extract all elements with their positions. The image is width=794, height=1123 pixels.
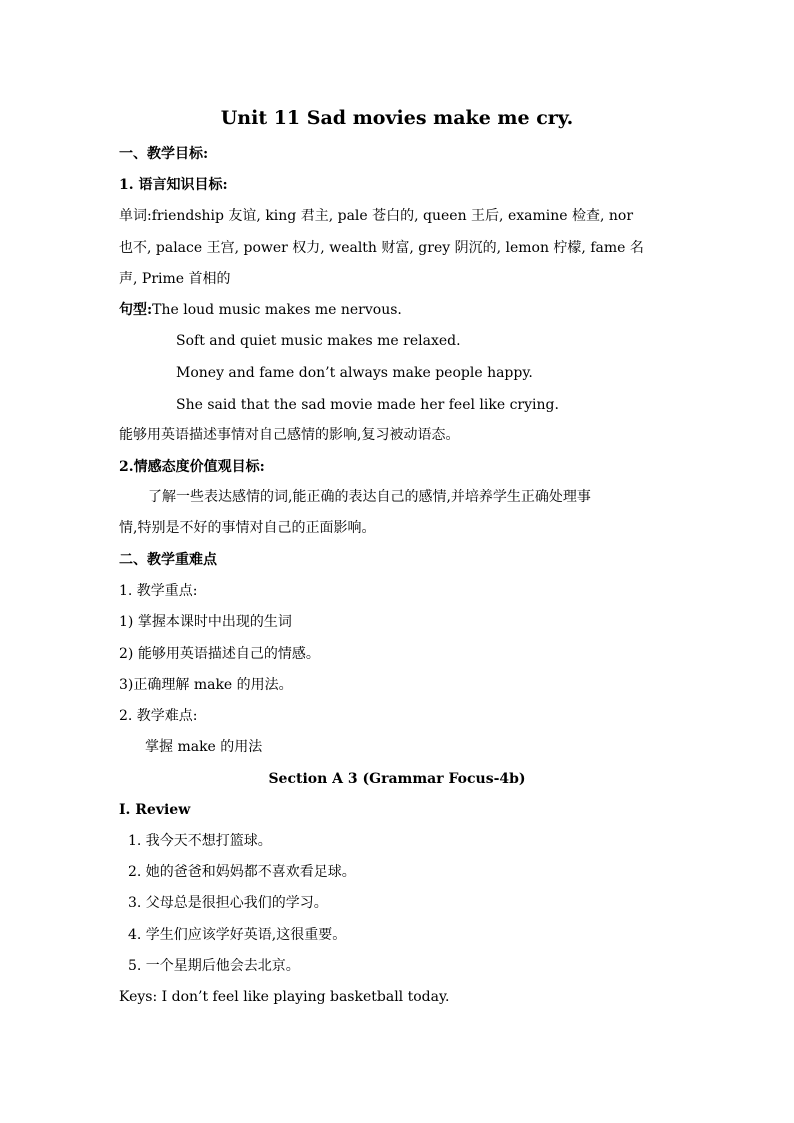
- objectives-heading: 一、教学目标:: [119, 146, 209, 162]
- emotion-line-2: 情,特别是不好的事情对自己的正面影响。: [119, 520, 376, 536]
- pattern-row-1: [119, 301, 675, 319]
- patterns-label: 句型:: [119, 302, 153, 318]
- key-point-3: 3)正确理解 make 的用法。: [119, 677, 293, 693]
- pattern-sentence-1: The loud music makes me nervous.: [152, 302, 402, 318]
- review-keys: Keys: I don’t feel like playing basketball today.: [119, 989, 450, 1005]
- pattern-sentence-4: She said that the sad movie made her feel like crying.: [176, 397, 559, 413]
- key-point-2: 2) 能够用英语描述自己的情感。: [119, 646, 320, 662]
- key-difficult-heading: 二、教学重难点: [119, 552, 217, 568]
- document-title: Unit 11 Sad movies make me cry.: [220, 107, 574, 129]
- emotion-line-1: 了解一些表达感情的词,能正确的表达自己的感情,并培养学生正确处理事: [148, 489, 591, 505]
- review-item-1: 1. 我今天不想打篮球。: [128, 833, 272, 849]
- ability-text: 能够用英语描述事情对自己感情的影响,复习被动语态。: [119, 427, 460, 443]
- key-point-1: 1) 掌握本课时中出现的生词: [119, 614, 292, 630]
- pattern-sentence-3: Money and fame don’t always make people happy.: [176, 365, 533, 381]
- vocab-line-2: 也不, palace 王宫, power 权力, wealth 财富, grey 阴沉的, lemon 柠檬, fame 名: [119, 240, 644, 256]
- vocab-line-3: 声, Prime 首相的: [119, 271, 231, 287]
- emotion-heading: 2.情感态度价值观目标:: [119, 459, 265, 475]
- review-item-2: 2. 她的爸爸和妈妈都不喜欢看足球。: [128, 864, 356, 880]
- review-item-5: 5. 一个星期后他会去北京。: [128, 958, 300, 974]
- pattern-sentence-2: Soft and quiet music makes me relaxed.: [176, 333, 461, 349]
- section-heading: Section A 3 (Grammar Focus-4b): [268, 771, 526, 787]
- difficult-point-1: 掌握 make 的用法: [145, 739, 263, 755]
- knowledge-heading: 1. 语言知识目标:: [119, 177, 228, 193]
- review-item-4: 4. 学生们应该学好英语,这很重要。: [128, 927, 347, 943]
- review-item-3: 3. 父母总是很担心我们的学习。: [128, 895, 328, 911]
- key-points-label: 1. 教学重点:: [119, 583, 198, 599]
- difficult-points-label: 2. 教学难点:: [119, 708, 198, 724]
- review-heading: I. Review: [119, 802, 191, 818]
- vocab-line-1: 单词:friendship 友谊, king 君主, pale 苍白的, queen 王后, examine 检查, nor: [119, 208, 634, 224]
